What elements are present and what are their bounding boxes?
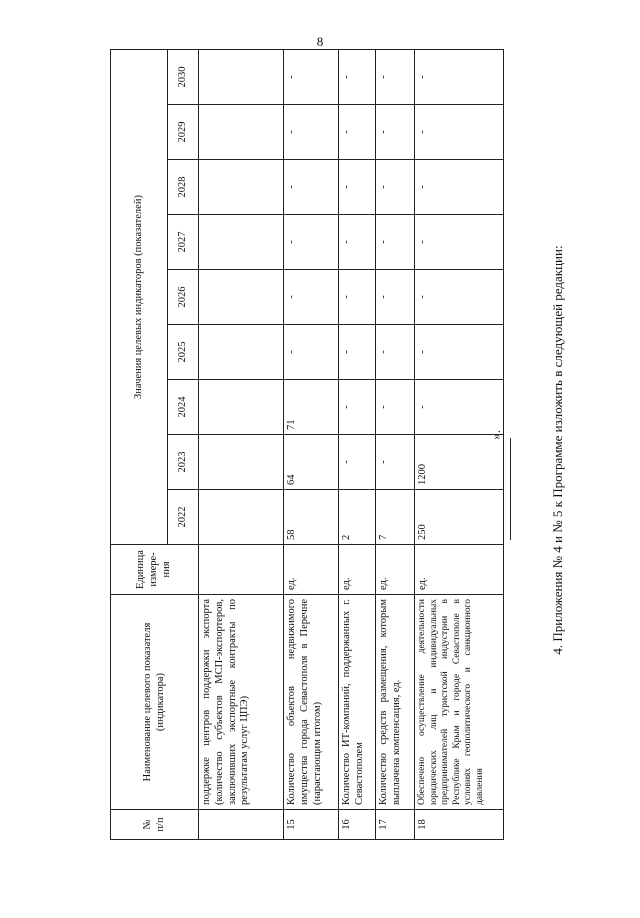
- header-year: 2023: [168, 435, 199, 490]
- header-year: 2027: [168, 215, 199, 270]
- end-rule: [510, 438, 511, 540]
- header-num: № п/п: [111, 810, 199, 840]
- row-value: [199, 215, 284, 270]
- table-row: [339, 50, 376, 840]
- row-value: 2: [339, 490, 376, 545]
- row-unit: ед.: [376, 545, 415, 595]
- row-value: -: [284, 160, 339, 215]
- header-year: 2029: [168, 105, 199, 160]
- header-year: 2022: [168, 490, 199, 545]
- row-value: 58: [284, 490, 339, 545]
- row-value: 1200: [415, 435, 504, 490]
- row-value: 71: [284, 380, 339, 435]
- row-value: -: [415, 215, 504, 270]
- row-value: -: [415, 160, 504, 215]
- row-name: Количество средств размещения, которым выплачена компенсация, ед.: [376, 595, 415, 810]
- indicators-table: [110, 49, 504, 840]
- row-value: -: [284, 325, 339, 380]
- end-quote: ».: [488, 430, 503, 440]
- row-value: 250: [415, 490, 504, 545]
- row-value: -: [339, 380, 376, 435]
- row-name: Количество объектов недвижимого имущества города Севастополя в Перечне (нарастающим итогом): [284, 595, 339, 810]
- header-year: 2024: [168, 380, 199, 435]
- row-value: -: [376, 380, 415, 435]
- table-row: [284, 50, 339, 840]
- row-value: [199, 105, 284, 160]
- row-value: 7: [376, 490, 415, 545]
- row-value: -: [415, 105, 504, 160]
- row-name: поддержке центров поддержки экспорта (количество субъектов МСП-экспортеров, заключивших экспортные контракты по результатам услуг ЦПЭ): [199, 595, 284, 810]
- row-value: -: [339, 325, 376, 380]
- row-value: -: [415, 325, 504, 380]
- table-row: [199, 50, 284, 840]
- header-year: 2030: [168, 50, 199, 105]
- table-header-row: [111, 50, 168, 840]
- row-value: -: [284, 50, 339, 105]
- header-year: 2025: [168, 325, 199, 380]
- row-value: -: [339, 215, 376, 270]
- row-value: -: [415, 50, 504, 105]
- row-unit: ед.: [339, 545, 376, 595]
- row-value: -: [339, 270, 376, 325]
- row-value: [199, 160, 284, 215]
- row-value: -: [415, 380, 504, 435]
- row-num: 15: [284, 810, 339, 840]
- header-year: 2028: [168, 160, 199, 215]
- row-value: -: [284, 105, 339, 160]
- row-value: -: [339, 105, 376, 160]
- row-name: Обеспечено осуществление деятельности юридических лиц и индивидуальных предпринимателей туристской индустрии в Республике Крым и городе Севастополе в условиях геополитического и санкционного давления: [415, 595, 504, 810]
- header-unit: Единица измере-ния: [111, 545, 199, 595]
- row-num: 16: [339, 810, 376, 840]
- row-value: [199, 50, 284, 105]
- row-value: -: [376, 270, 415, 325]
- rotated-content: [110, 60, 640, 840]
- row-value: -: [284, 270, 339, 325]
- header-name: Наименование целевого показателя (индикатора): [111, 595, 199, 810]
- row-unit: ед.: [284, 545, 339, 595]
- row-value: -: [376, 160, 415, 215]
- row-value: -: [339, 160, 376, 215]
- row-num: [199, 810, 284, 840]
- row-value: [199, 490, 284, 545]
- amendment-text: 4. Приложения № 4 и № 5 к Программе изложить в следующей редакции:: [550, 245, 565, 655]
- row-value: -: [339, 50, 376, 105]
- row-value: 64: [284, 435, 339, 490]
- header-values-group: Значения целевых индикаторов (показателей): [111, 50, 168, 545]
- row-value: [199, 325, 284, 380]
- row-unit: [199, 545, 284, 595]
- row-value: -: [376, 435, 415, 490]
- row-value: -: [376, 50, 415, 105]
- row-value: [199, 270, 284, 325]
- row-value: -: [415, 270, 504, 325]
- end-quote-mark: [488, 430, 528, 540]
- row-num: 17: [376, 810, 415, 840]
- row-value: -: [284, 215, 339, 270]
- row-unit: ед.: [415, 545, 504, 595]
- row-value: [199, 435, 284, 490]
- page-number: 8: [316, 34, 324, 49]
- row-value: -: [376, 215, 415, 270]
- row-name: Количество ИТ-компаний, поддержанных г. Севастополем: [339, 595, 376, 810]
- row-value: -: [376, 105, 415, 160]
- table-row: [376, 50, 415, 840]
- header-year: 2026: [168, 270, 199, 325]
- row-value: -: [376, 325, 415, 380]
- row-num: 18: [415, 810, 504, 840]
- row-value: -: [339, 435, 376, 490]
- row-value: [199, 380, 284, 435]
